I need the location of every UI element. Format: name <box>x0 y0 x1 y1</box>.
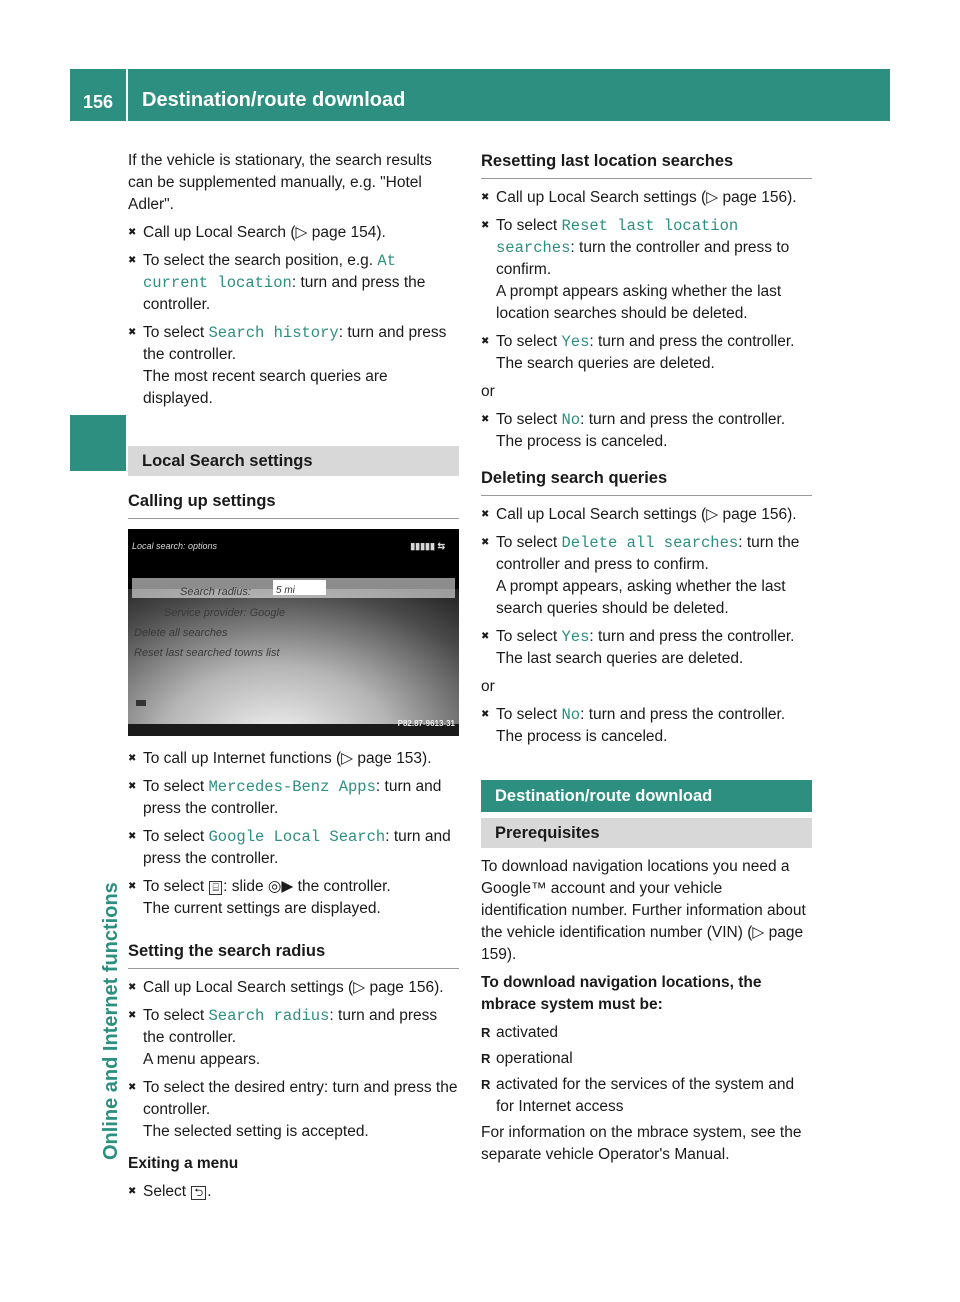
page-title: Destination/route download <box>142 89 406 111</box>
heading-exiting-menu: Exiting a menu <box>128 1155 239 1172</box>
list-item: R activated <box>481 1024 559 1041</box>
page-number-box <box>70 69 126 121</box>
step: ✖ To select the desired entry: turn and press the controller. The selected setting is accepted. <box>128 1077 459 1143</box>
menu-item-code: Reset last location searches <box>496 217 739 257</box>
step-note: The most recent search queries are displayed. <box>143 368 388 407</box>
side-tab <box>70 415 126 471</box>
step: ✖ Call up Local Search settings (▷ page 156). <box>128 977 459 999</box>
figure-id: P82.87-9613-31 <box>397 719 455 728</box>
settings-screenshot <box>128 529 459 736</box>
settings-icon: ⌸ <box>209 881 222 895</box>
or-text: or <box>481 383 495 400</box>
back-icon: ⮌ <box>191 1186 206 1200</box>
step: ✖ To select Search radius: turn and press the controller. A menu appears. <box>128 1005 459 1071</box>
step-note: The process is canceled. <box>496 433 668 450</box>
step: ✖ To select Search history: turn and press the controller. The most recent search queries are displayed. <box>128 322 459 410</box>
screen-row-radius: Search radius: <box>180 586 251 598</box>
menu-item-code: No <box>561 411 581 429</box>
intro-text: If the vehicle is stationary, the search results can be supplemented manually, e.g. "Hotel Adler". <box>128 152 432 213</box>
step: ✖ To select Delete all searches: turn the controller and press to confirm. A prompt appears, asking whether the last search queries should be deleted. <box>481 532 812 620</box>
list-item: R activated for the services of the system and for Internet access <box>481 1076 795 1115</box>
signal-icon: ▮▮▮▮▮ ⇆ <box>410 541 445 551</box>
step: ✖ To select Yes: turn and press the controller. The last search queries are deleted. <box>481 626 812 670</box>
menu-item-code: Delete all searches <box>561 534 739 552</box>
screen-title: Local search: options <box>132 541 218 551</box>
section-band-destination-download: Destination/route download <box>481 780 812 812</box>
subsection-band-prerequisites: Prerequisites <box>481 818 812 848</box>
step-note: A prompt appears, asking whether the last search queries should be deleted. <box>496 578 786 617</box>
final-text: For information on the mbrace system, see the separate vehicle Operator's Manual. <box>481 1124 802 1163</box>
menu-item-code: No <box>561 706 581 724</box>
step-note: A prompt appears asking whether the last location searches should be deleted. <box>496 283 782 322</box>
left-column <box>128 150 459 1209</box>
screen-row-provider: Service provider: Google <box>164 607 286 619</box>
step: ✖ To select Reset last location searches: turn the controller and press to confirm. A prompt appears asking whether the last location searches should be deleted. <box>481 215 812 325</box>
step: ✖ To select No: turn and press the controller. The process is canceled. <box>481 409 812 453</box>
screen-row-reset: Reset last searched towns list <box>134 647 280 659</box>
step-note: The last search queries are deleted. <box>496 650 744 667</box>
menu-item-code: At current location <box>143 252 396 292</box>
step: ✖ To select No: turn and press the controller. The process is canceled. <box>481 704 812 748</box>
car-icon <box>136 700 146 706</box>
heading-setting-search-radius: Setting the search radius <box>128 940 459 969</box>
or-text: or <box>481 678 495 695</box>
menu-item-code: Mercedes-Benz Apps <box>208 778 376 796</box>
menu-item-code: Search radius <box>208 1007 330 1025</box>
heading-calling-up-settings: Calling up settings <box>128 490 459 519</box>
step-note: The process is canceled. <box>496 728 668 745</box>
right-column <box>481 150 812 1172</box>
page-number: 156 <box>82 92 114 112</box>
step: ✖ To select Mercedes-Benz Apps: turn and press the controller. <box>128 776 459 820</box>
step: ✖ To select ⌸ : slide ◎▶ the controller. The current settings are displayed. <box>128 876 459 920</box>
side-section-label: Online and Internet functions <box>100 882 122 1160</box>
heading-deleting-queries: Deleting search queries <box>481 467 812 496</box>
menu-item-code: Yes <box>561 333 590 351</box>
prerequisites-text: To download navigation locations you need a Google™ account and your vehicle identification number. Further information about the vehicle identification number (VIN) (▷ page 159). <box>481 858 806 963</box>
step: ✖ To call up Internet functions (▷ page 153). <box>128 748 459 770</box>
section-band-local-search-settings: Local Search settings <box>128 446 459 476</box>
step: ✖ To select Google Local Search: turn and press the controller. <box>128 826 459 870</box>
step: ✖ Select ⮌ . <box>128 1181 459 1203</box>
list-item: R operational <box>481 1050 573 1067</box>
menu-item-code: Search history <box>208 324 339 342</box>
step-note: A menu appears. <box>143 1051 261 1068</box>
step: ✖ To select Yes: turn and press the controller. The search queries are deleted. <box>481 331 812 375</box>
step-note: The search queries are deleted. <box>496 355 715 372</box>
menu-item-code: Yes <box>561 628 590 646</box>
step-note: The current settings are displayed. <box>143 900 381 917</box>
step: ✖ Call up Local Search (▷ page 154). <box>128 222 459 244</box>
step-note: The selected setting is accepted. <box>143 1123 369 1140</box>
heading-resetting-searches: Resetting last location searches <box>481 150 812 179</box>
radius-value: 5 mi <box>273 580 326 595</box>
step: ✖ Call up Local Search settings (▷ page 156). <box>481 187 812 209</box>
screen-row-delete: Delete all searches <box>134 627 228 639</box>
must-be-heading: To download navigation locations, the mbrace system must be: <box>481 974 762 1013</box>
menu-item-code: Google Local Search <box>208 828 386 846</box>
step: ✖ To select the search position, e.g. At current location: turn and press the controller. <box>128 250 459 316</box>
step: ✖ Call up Local Search settings (▷ page 156). <box>481 504 812 526</box>
